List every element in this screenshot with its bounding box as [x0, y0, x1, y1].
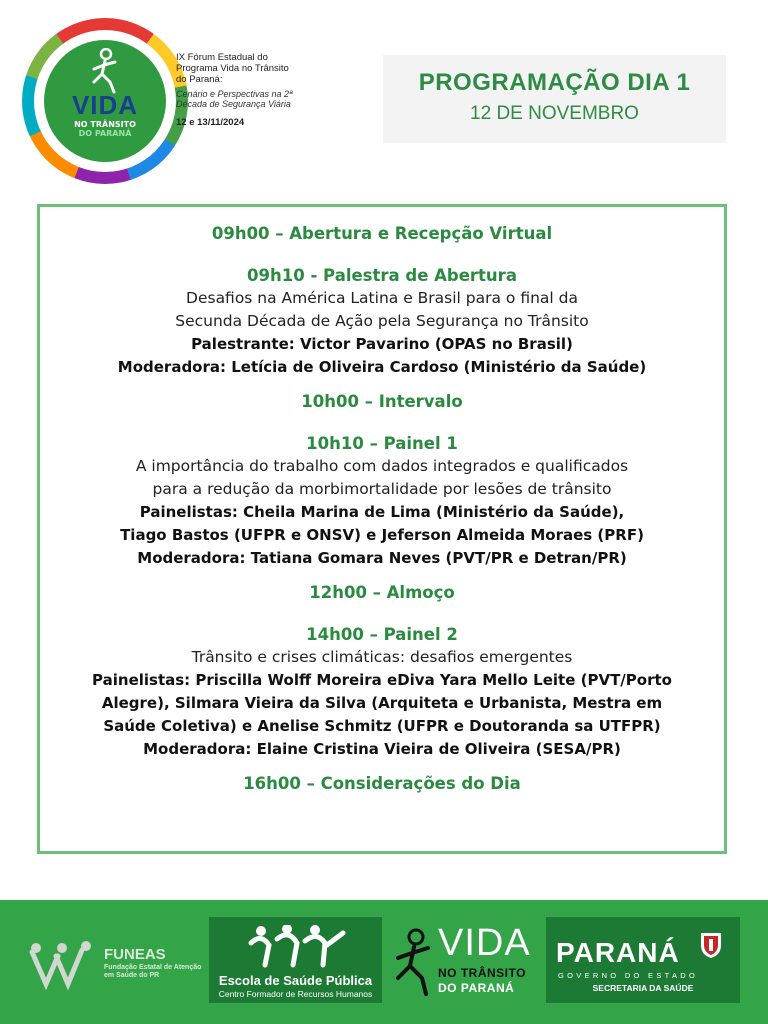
parana-logo: [546, 917, 740, 1003]
logo-vida-text: VIDA: [71, 90, 139, 120]
slot-keynote-desc-2: Secunda Década de Ação pela Segurança no Trânsito: [175, 312, 589, 330]
funeas-title: FUNEAS: [104, 946, 166, 963]
forum-line-3: do Paraná:: [176, 74, 223, 85]
slot-panel2-desc-1: Trânsito e crises climáticas: desafios emergentes: [191, 648, 573, 666]
slot-panel2-panelists-1: Painelistas: Priscilla Wolff Moreira eDiva Yara Mello Leite (PVT/Porto: [92, 671, 672, 689]
esp-title: Escola de Saúde Pública: [218, 973, 373, 988]
forum-theme-2: Década de Segurança Viária: [176, 99, 291, 109]
parana-seal-icon: [698, 929, 724, 959]
forum-info: [176, 52, 316, 152]
program-date: 12 DE NOVEMBRO: [470, 103, 639, 124]
slot-break-title: 10h00 – Intervalo: [301, 392, 463, 411]
slot-panel2-moderator: Moderadora: Elaine Cristina Vieira de Oliveira (SESA/PR): [143, 740, 621, 758]
vida-footer-word: VIDA: [438, 922, 531, 964]
vida-footer-sub-1: NO TRÂNSITO: [438, 966, 526, 980]
slot-panel2-title: 14h00 – Painel 2: [306, 625, 458, 644]
slot-panel1-title: 10h10 – Painel 1: [306, 434, 458, 453]
event-logo: [0, 0, 330, 200]
program-title: PROGRAMAÇÃO DIA 1: [418, 69, 691, 96]
slot-panel1-panelists-2: Tiago Bastos (UFPR e ONSV) e Jeferson Almeida Moraes (PRF): [120, 526, 644, 544]
logo-subtitle-1: NO TRÂNSITO: [74, 120, 136, 129]
people-jumping-icon: [26, 940, 98, 996]
slot-closing-title: 16h00 – Considerações do Dia: [243, 774, 521, 793]
funeas-logo: [26, 940, 202, 996]
forum-dates: 12 e 13/11/2024: [176, 117, 245, 128]
forum-line-2: Programa Vida no Trânsito: [176, 63, 289, 74]
slot-keynote-moderator: Moderadora: Letícia de Oliveira Cardoso (Ministério da Saúde): [117, 358, 647, 376]
slot-panel1-desc-2: para a redução da morbimortalidade por lesões de trânsito: [152, 480, 612, 498]
esp-logo: [209, 917, 382, 1003]
walking-figure-icon: [88, 48, 122, 94]
slot-opening-title: 09h00 – Abertura e Recepção Virtual: [211, 224, 553, 243]
slot-panel1-desc-1: A importância do trabalho com dados integrados e qualificados: [135, 457, 629, 475]
program-header: [383, 55, 726, 143]
parana-secretariat: SECRETARIA DA SAÚDE: [592, 983, 694, 993]
slot-keynote-title: 09h10 - Palestra de Abertura: [247, 266, 517, 285]
forum-theme-1: Cenário e Perspectivas na 2ª: [176, 89, 293, 99]
slot-panel2-panelists-2: Alegre), Silmara Vieira da Silva (Arquiteta e Urbanista, Mestra em: [101, 694, 663, 712]
slot-panel2-panelists-3: Saúde Coletiva) e Anelise Schmitz (UFPR e Doutoranda sa UTFPR): [103, 717, 661, 735]
slot-lunch-title: 12h00 – Almoço: [309, 583, 455, 602]
people-jumping-icon: [247, 925, 347, 971]
slot-panel1-panelists-1: Painelistas: Cheila Marina de Lima (Ministério da Saúde),: [139, 503, 625, 521]
vida-footer-logo: [392, 922, 537, 1002]
esp-subtitle: Centro Formador de Recursos Humanos: [218, 989, 373, 999]
parana-word: PARANÁ: [556, 937, 680, 968]
walking-figure-icon: [392, 928, 436, 998]
slot-keynote-speaker: Palestrante: Victor Pavarino (OPAS no Brasil): [191, 335, 573, 353]
logo-badge: [44, 40, 166, 162]
logo-subtitle-2: DO PARANÁ: [78, 129, 132, 138]
footer-bar: [0, 900, 768, 1024]
forum-line-1: IX Fórum Estadual do: [176, 52, 268, 63]
vida-footer-sub-2: DO PARANÁ: [438, 981, 515, 995]
slot-panel1-moderator: Moderadora: Tatiana Gomara Neves (PVT/PR e Detran/PR): [137, 549, 627, 567]
parana-government: GOVERNO DO ESTADO: [558, 971, 699, 980]
funeas-subtitle: Fundação Estatal de Atenção em Saúde do PR: [104, 964, 202, 979]
schedule-box: [37, 204, 727, 854]
slot-keynote-desc-1: Desafios na América Latina e Brasil para o final da: [186, 289, 578, 307]
